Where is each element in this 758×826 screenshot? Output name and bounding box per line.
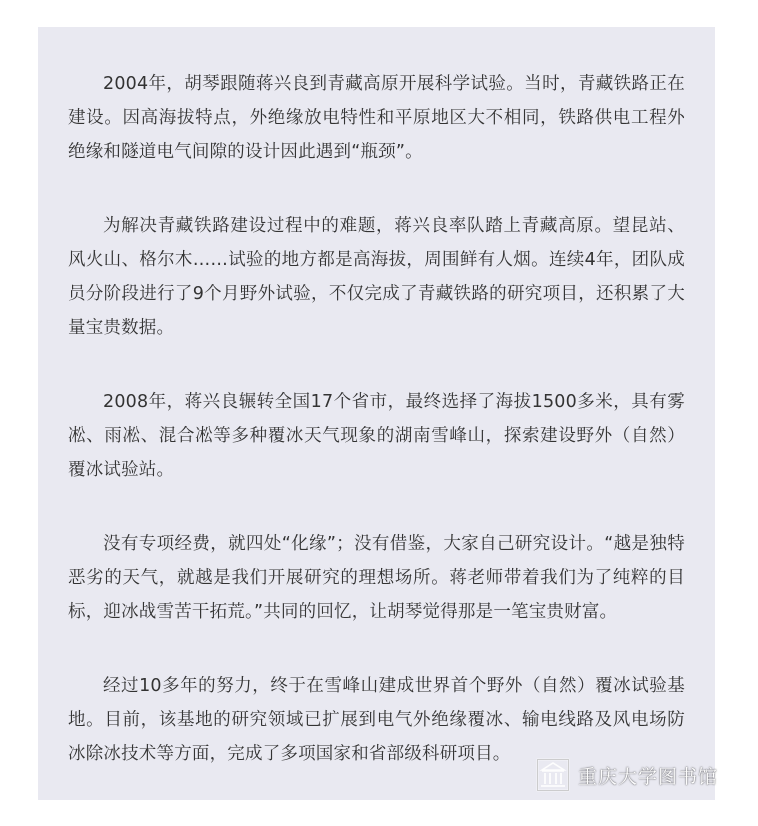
- watermark: [536, 758, 718, 792]
- paragraph-3: 2008年，蒋兴良辗转全国17个省市，最终选择了海拔1500多米，具有雾凇、雨凇、混合凇等多种覆冰天气现象的湖南雪峰山，探索建设野外（自然）覆冰试验站。: [68, 392, 685, 480]
- paragraph-5: 经过10多年的努力，终于在雪峰山建成世界首个野外（自然）覆冰试验基地。目前，该基地的研究领域已扩展到电气外绝缘覆冰、输电线路及风电场防冰除冰技术等方面，完成了多项国家和省部级科研项目。: [68, 676, 685, 764]
- paragraph-4: 没有专项经费，就四处“化缘”；没有借鉴，大家自己研究设计。“越是独特恶劣的天气，就越是我们开展研究的理想场所。蒋老师带着我们为了纯粹的目标，迎冰战雪苦干拓荒。”共同的回忆，让胡琴觉得那是一笔宝贵财富。: [68, 534, 685, 622]
- paragraph-1: 2004年，胡琴跟随蒋兴良到青藏高原开展科学试验。当时，青藏铁路正在建设。因高海拔特点，外绝缘放电特性和平原地区大不相同，铁路供电工程外绝缘和隧道电气间隙的设计因此遇到“瓶颈”。: [68, 74, 685, 162]
- library-building-icon: [536, 758, 570, 792]
- paragraph-2: 为解决青藏铁路建设过程中的难题，蒋兴良率队踏上青藏高原。望昆站、风火山、格尔木……试验的地方都是高海拔，周围鲜有人烟。连续4年，团队成员分阶段进行了9个月野外试验，不仅完成了青藏铁路的研究项目，还积累了大量宝贵数据。: [68, 216, 685, 338]
- article-body: [38, 27, 715, 800]
- watermark-text: 重庆大学图书馆: [578, 765, 719, 788]
